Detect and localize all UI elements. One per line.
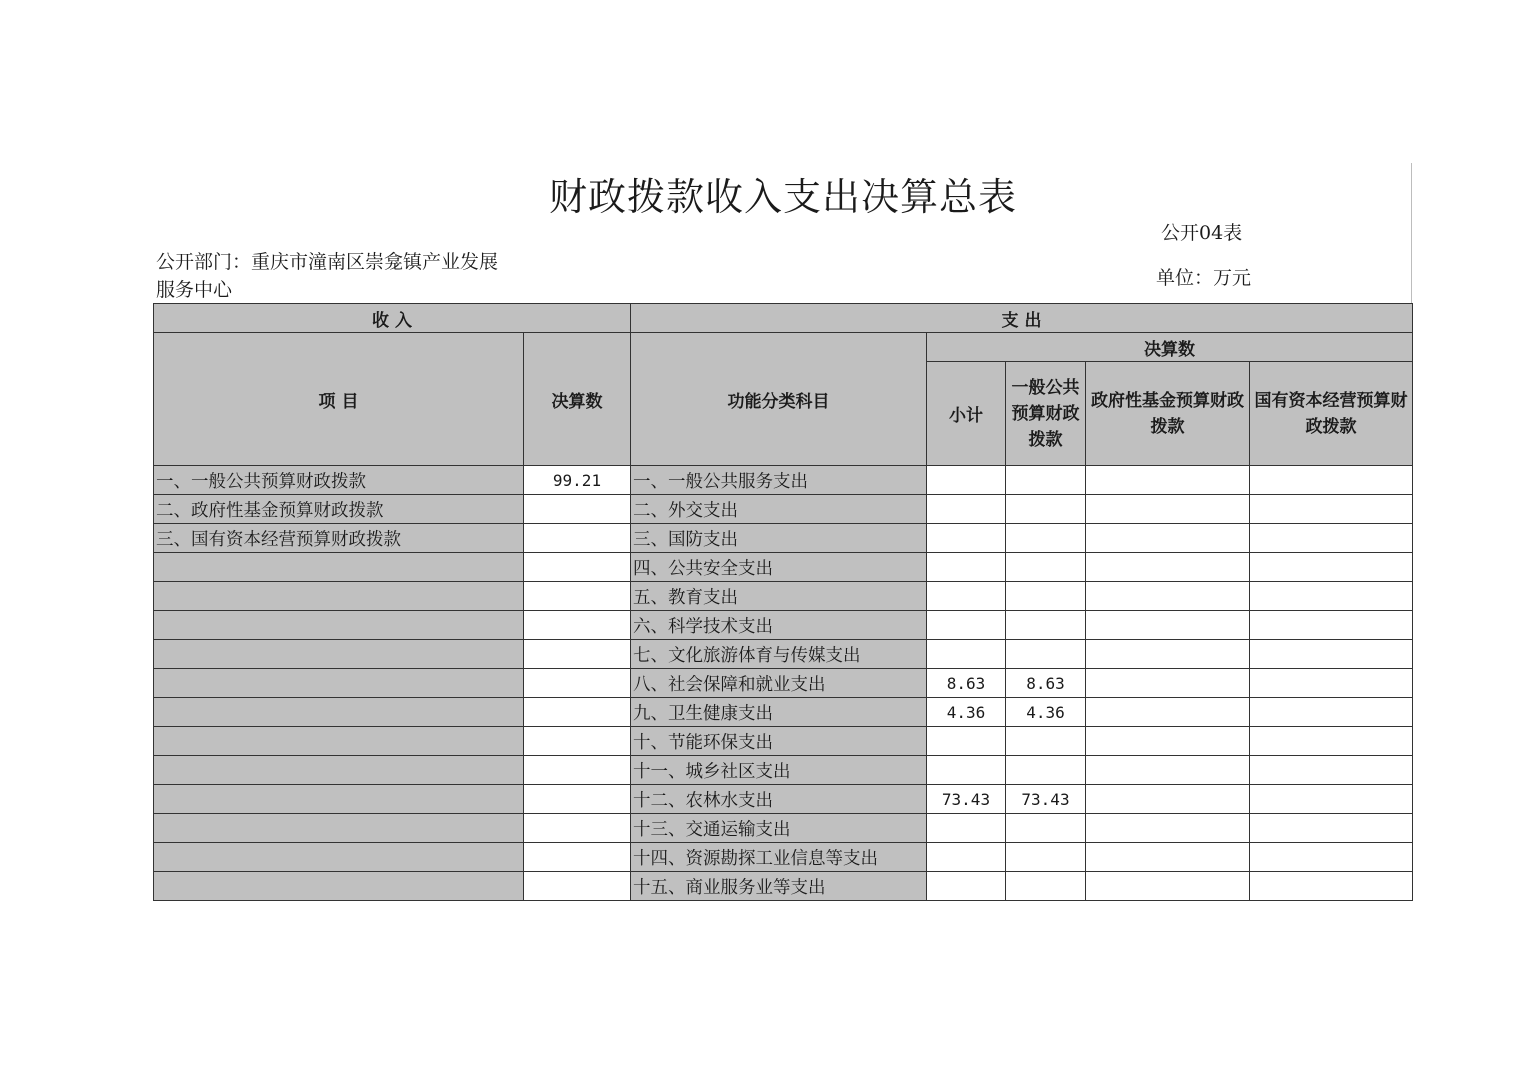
gov-fund-cell <box>1086 756 1250 785</box>
subtotal-cell: 4.36 <box>927 698 1006 727</box>
income-amount-cell <box>524 553 631 582</box>
general-budget-cell <box>1006 582 1086 611</box>
state-capital-cell <box>1250 524 1413 553</box>
income-item-cell: 一、一般公共预算财政拨款 <box>154 466 524 495</box>
general-budget-cell <box>1006 872 1086 901</box>
table-row <box>154 698 1413 727</box>
general-budget-cell <box>1006 553 1086 582</box>
gov-fund-cell <box>1086 727 1250 756</box>
state-capital-cell <box>1250 814 1413 843</box>
expense-item-cell: 十二、农林水支出 <box>631 785 927 814</box>
subtotal-cell <box>927 727 1006 756</box>
table-row <box>154 495 1413 524</box>
expense-item-cell: 十一、城乡社区支出 <box>631 756 927 785</box>
income-item-cell <box>154 698 524 727</box>
final-amount-header: 决算数 <box>927 333 1413 362</box>
income-amount-cell <box>524 698 631 727</box>
expense-item-cell: 二、外交支出 <box>631 495 927 524</box>
state-capital-cell <box>1250 495 1413 524</box>
general-budget-cell <box>1006 843 1086 872</box>
income-item-cell <box>154 843 524 872</box>
state-capital-cell <box>1250 466 1413 495</box>
income-amount-cell <box>524 727 631 756</box>
expense-item-cell: 九、卫生健康支出 <box>631 698 927 727</box>
unit-label: 单位：万元 <box>1156 267 1252 289</box>
expense-item-cell: 八、社会保障和就业支出 <box>631 669 927 698</box>
income-amount-cell <box>524 582 631 611</box>
subtotal-cell <box>927 814 1006 843</box>
general-budget-cell: 8.63 <box>1006 669 1086 698</box>
state-capital-cell <box>1250 872 1413 901</box>
general-budget-cell: 73.43 <box>1006 785 1086 814</box>
expense-item-cell: 十五、商业服务业等支出 <box>631 872 927 901</box>
general-budget-cell <box>1006 756 1086 785</box>
subtotal-cell: 73.43 <box>927 785 1006 814</box>
state-capital-cell <box>1250 698 1413 727</box>
state-capital-cell <box>1250 785 1413 814</box>
general-budget-cell <box>1006 727 1086 756</box>
income-item-cell <box>154 727 524 756</box>
general-budget-cell <box>1006 495 1086 524</box>
income-item-cell <box>154 640 524 669</box>
subtotal-cell <box>927 843 1006 872</box>
income-item-cell: 二、政府性基金预算财政拨款 <box>154 495 524 524</box>
income-amount-cell <box>524 611 631 640</box>
expense-item-cell: 十四、资源勘探工业信息等支出 <box>631 843 927 872</box>
table-row <box>154 466 1413 495</box>
table-row <box>154 553 1413 582</box>
state-capital-cell <box>1250 640 1413 669</box>
table-row <box>154 524 1413 553</box>
expense-item-cell: 五、教育支出 <box>631 582 927 611</box>
subtotal-cell <box>927 756 1006 785</box>
general-budget-header: 一般公共预算财政拨款 <box>1006 362 1086 466</box>
gov-fund-cell <box>1086 669 1250 698</box>
gov-fund-cell <box>1086 640 1250 669</box>
gov-fund-cell <box>1086 611 1250 640</box>
expense-item-cell: 四、公共安全支出 <box>631 553 927 582</box>
gov-fund-cell <box>1086 872 1250 901</box>
gov-fund-header: 政府性基金预算财政拨款 <box>1086 362 1250 466</box>
subtotal-cell <box>927 524 1006 553</box>
income-item-cell <box>154 814 524 843</box>
general-budget-cell: 4.36 <box>1006 698 1086 727</box>
expense-item-cell: 十三、交通运输支出 <box>631 814 927 843</box>
gov-fund-cell <box>1086 843 1250 872</box>
income-item-cell <box>154 582 524 611</box>
table-row <box>154 785 1413 814</box>
expense-header: 支 出 <box>631 304 1413 333</box>
expense-item-cell: 六、科学技术支出 <box>631 611 927 640</box>
subtotal-cell <box>927 872 1006 901</box>
expense-item-cell: 一、一般公共服务支出 <box>631 466 927 495</box>
gov-fund-cell <box>1086 814 1250 843</box>
gov-fund-cell <box>1086 698 1250 727</box>
general-budget-cell <box>1006 640 1086 669</box>
function-class-header: 功能分类科目 <box>631 333 927 466</box>
income-amount-cell <box>524 872 631 901</box>
gov-fund-cell <box>1086 495 1250 524</box>
gov-fund-cell <box>1086 466 1250 495</box>
income-item-cell <box>154 872 524 901</box>
state-capital-cell <box>1250 843 1413 872</box>
income-item-cell <box>154 785 524 814</box>
gov-fund-cell <box>1086 524 1250 553</box>
table-row <box>154 843 1413 872</box>
final-accounts-table <box>153 303 1413 901</box>
subtotal-cell <box>927 495 1006 524</box>
income-amount-cell: 99.21 <box>524 466 631 495</box>
state-capital-cell <box>1250 553 1413 582</box>
income-item-cell: 三、国有资本经营预算财政拨款 <box>154 524 524 553</box>
table-row <box>154 640 1413 669</box>
table-row <box>154 814 1413 843</box>
subtotal-cell: 8.63 <box>927 669 1006 698</box>
income-amount-cell <box>524 756 631 785</box>
gov-fund-cell <box>1086 785 1250 814</box>
state-capital-cell <box>1250 669 1413 698</box>
table-row <box>154 611 1413 640</box>
table-row <box>154 727 1413 756</box>
state-capital-cell <box>1250 582 1413 611</box>
subtotal-cell <box>927 466 1006 495</box>
subtotal-cell <box>927 553 1006 582</box>
amount-header: 决算数 <box>524 333 631 466</box>
income-item-cell <box>154 611 524 640</box>
income-item-cell <box>154 756 524 785</box>
state-capital-cell <box>1250 756 1413 785</box>
department-label: 公开部门：重庆市潼南区崇龛镇产业发展服务中心 <box>156 251 499 301</box>
income-amount-cell <box>524 669 631 698</box>
subtotal-cell <box>927 611 1006 640</box>
page-title: 财政拨款收入支出决算总表 <box>548 175 1017 219</box>
subtotal-cell <box>927 582 1006 611</box>
subtotal-header: 小计 <box>927 362 1006 466</box>
state-capital-cell <box>1250 611 1413 640</box>
income-item-cell <box>154 669 524 698</box>
income-amount-cell <box>524 640 631 669</box>
table-code: 公开04表 <box>1161 222 1243 244</box>
general-budget-cell <box>1006 611 1086 640</box>
table-row <box>154 872 1413 901</box>
state-capital-header: 国有资本经营预算财政拨款 <box>1250 362 1413 466</box>
general-budget-cell <box>1006 524 1086 553</box>
expense-item-cell: 三、国防支出 <box>631 524 927 553</box>
general-budget-cell <box>1006 466 1086 495</box>
table-row <box>154 669 1413 698</box>
income-item-cell <box>154 553 524 582</box>
income-amount-cell <box>524 785 631 814</box>
gov-fund-cell <box>1086 582 1250 611</box>
income-amount-cell <box>524 843 631 872</box>
expense-item-cell: 十、节能环保支出 <box>631 727 927 756</box>
table-row <box>154 756 1413 785</box>
income-amount-cell <box>524 814 631 843</box>
income-header: 收 入 <box>154 304 631 333</box>
item-header: 项 目 <box>154 333 524 466</box>
gov-fund-cell <box>1086 553 1250 582</box>
income-amount-cell <box>524 524 631 553</box>
table-row <box>154 582 1413 611</box>
expense-item-cell: 七、文化旅游体育与传媒支出 <box>631 640 927 669</box>
subtotal-cell <box>927 640 1006 669</box>
state-capital-cell <box>1250 727 1413 756</box>
income-amount-cell <box>524 495 631 524</box>
general-budget-cell <box>1006 814 1086 843</box>
